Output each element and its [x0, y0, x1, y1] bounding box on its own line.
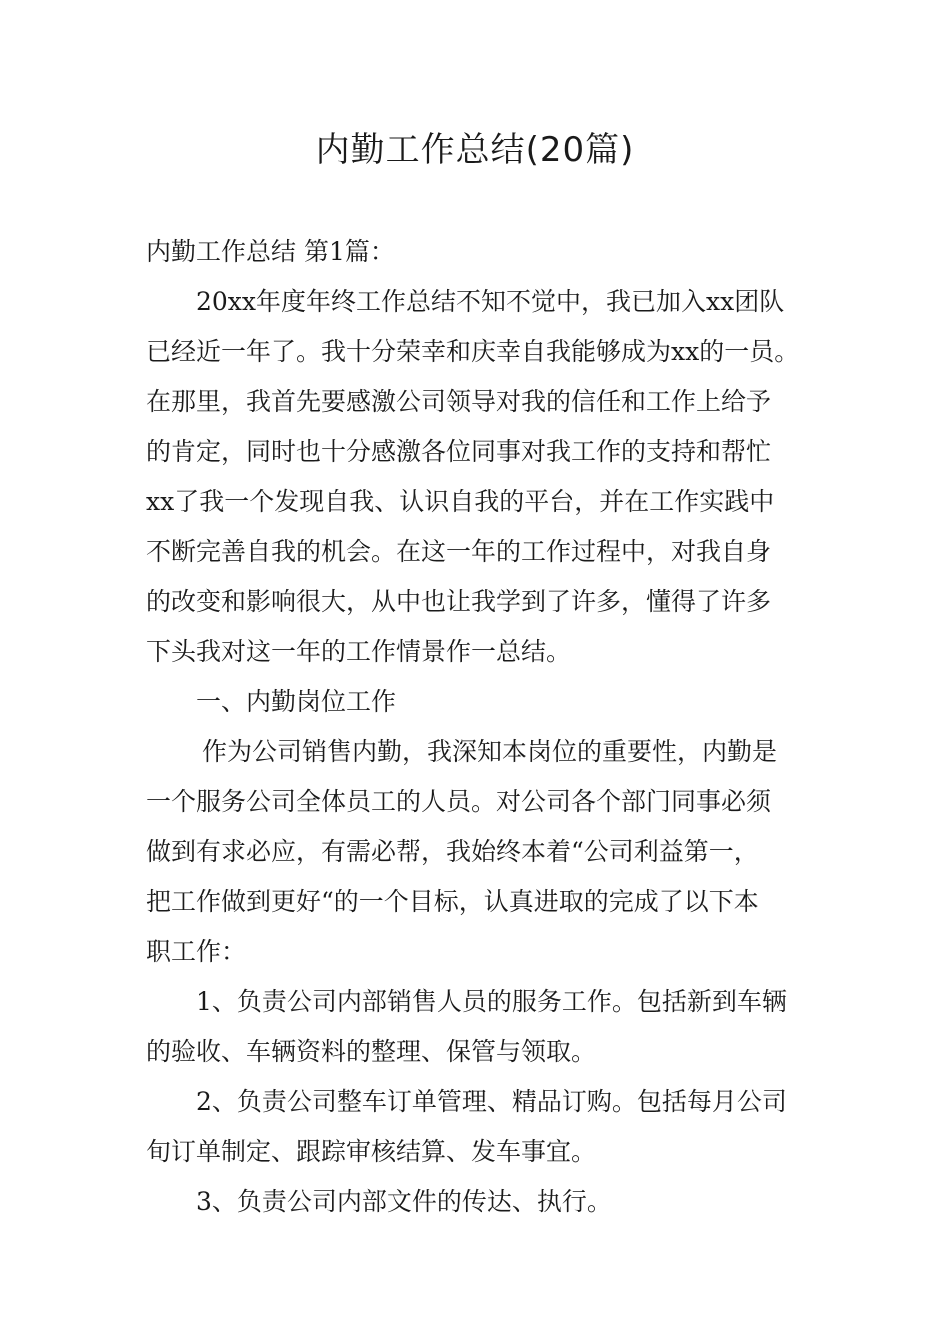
paragraph-line: 已经近一年了。我十分荣幸和庆幸自我能够成为xx的一员。 — [146, 337, 800, 366]
paragraph-line: 做到有求必应，有需必帮，我始终本着“公司利益第一， — [146, 837, 759, 866]
list-item-continuation: 旬订单制定、跟踪审核结算、发车事宜。 — [146, 1137, 597, 1166]
paragraph-line: 的改变和影响很大，从中也让我学到了许多，懂得了许多 — [146, 587, 772, 616]
paragraph-line: 在那里，我首先要感激公司领导对我的信任和工作上给予 — [146, 387, 772, 416]
list-item-continuation: 的验收、车辆资料的整理、保管与领取。 — [146, 1037, 597, 1066]
paragraph-line: 把工作做到更好“的一个目标，认真进取的完成了以下本 — [146, 887, 759, 916]
document-body — [146, 227, 826, 1227]
paragraph-line: 的肯定，同时也十分感激各位同事对我工作的支持和帮忙 — [146, 437, 772, 466]
paragraph-line: xx了我一个发现自我、认识自我的平台，并在工作实践中 — [146, 487, 775, 516]
list-item: 2、负责公司整车订单管理、精品订购。包括每月公司 — [196, 1087, 787, 1116]
list-item: 1、负责公司内部销售人员的服务工作。包括新到车辆 — [196, 987, 787, 1016]
paragraph-line: 不断完善自我的机会。在这一年的工作过程中，对我自身 — [146, 537, 772, 566]
document-title: 内勤工作总结(20篇) — [315, 130, 635, 170]
subsection-heading: 一、内勤岗位工作 — [196, 687, 397, 716]
paragraph-line: 作为公司销售内勤，我深知本岗位的重要性，内勤是 — [202, 737, 778, 766]
paragraph-line: 下头我对这一年的工作情景作一总结。 — [146, 637, 572, 666]
list-item: 3、负责公司内部文件的传达、执行。 — [196, 1187, 612, 1216]
paragraph-line: 一个服务公司全体员工的人员。对公司各个部门同事必须 — [146, 787, 772, 816]
paragraph-line: 20xx年度年终工作总结不知不觉中，我已加入xx团队 — [196, 287, 785, 316]
paragraph-line: 职工作： — [146, 937, 247, 966]
section-heading: 内勤工作总结 第1篇： — [146, 237, 395, 266]
